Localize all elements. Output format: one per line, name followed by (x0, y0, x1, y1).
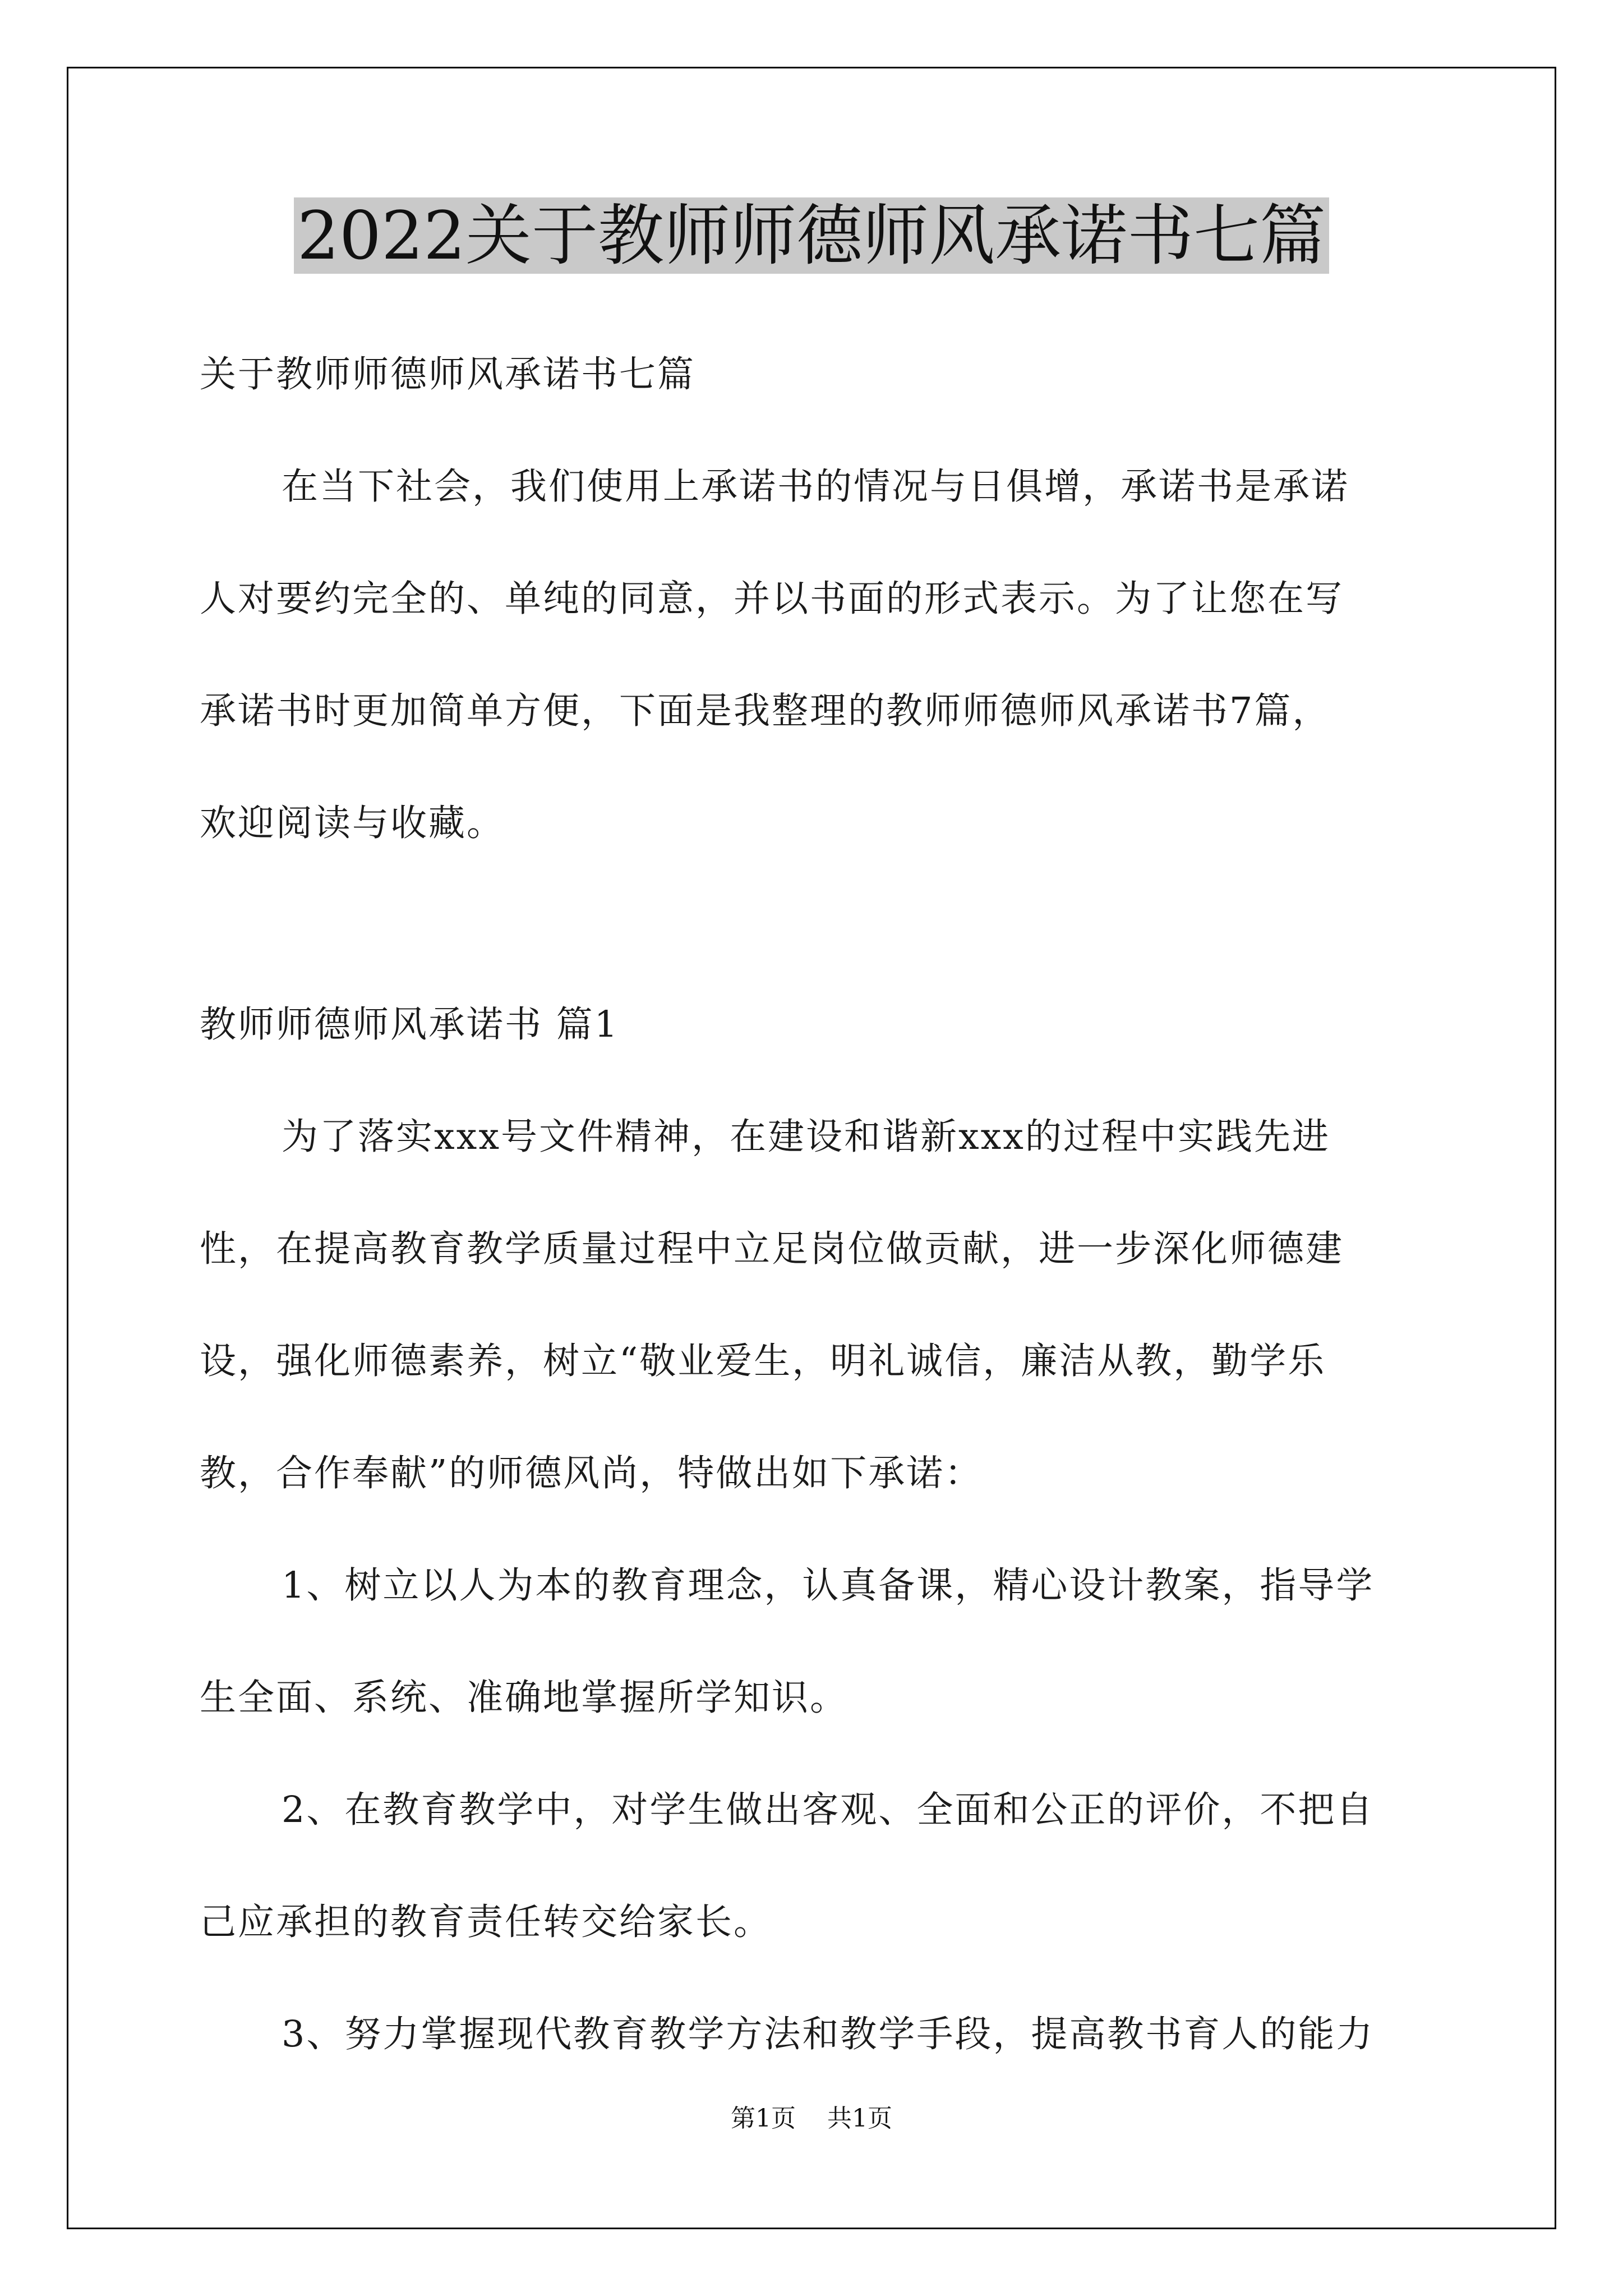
body-line: 为了落实xxx号文件精神，在建设和谐新xxx的过程中实践先进 (282, 1116, 1330, 1158)
page-footer (0, 2103, 1623, 2134)
body-line: 在当下社会，我们使用上承诺书的情况与日俱增，承诺书是承诺 (282, 466, 1350, 508)
page-number: 第1页 (731, 2104, 796, 2133)
body-line: 性，在提高教育教学质量过程中立足岗位做贡献，进一步深化师德建 (200, 1228, 1344, 1270)
list-item-line: 2、在教育教学中，对学生做出客观、全面和公正的评价，不把自 (282, 1789, 1375, 1831)
list-item-line: 3、努力掌握现代教育教学方法和教学手段，提高教书育人的能力 (282, 2013, 1375, 2055)
body-line: 教，合作奉献”的师德风尚，特做出如下承诺： (200, 1452, 983, 1494)
body-line: 设，强化师德素养，树立“敬业爱生，明礼诚信，廉洁从教，勤学乐 (200, 1340, 1326, 1382)
subtitle-line: 关于教师师德师风承诺书七篇 (200, 353, 696, 395)
body-line: 人对要约完全的、单纯的同意，并以书面的形式表示。为了让您在写 (200, 578, 1344, 620)
document-title: 2022关于教师师德师风承诺书七篇 (294, 197, 1329, 274)
page-total: 共1页 (827, 2104, 892, 2133)
body-line: 承诺书时更加简单方便，下面是我整理的教师师德师风承诺书7篇， (200, 690, 1331, 732)
title-container (0, 197, 1623, 274)
section-heading: 教师师德师风承诺书 篇1 (200, 1004, 620, 1046)
body-line: 欢迎阅读与收藏。 (200, 802, 505, 844)
list-item-line: 生全面、系统、准确地掌握所学知识。 (200, 1677, 849, 1719)
list-item-line: 1、树立以人为本的教育理念，认真备课，精心设计教案，指导学 (282, 1565, 1375, 1607)
list-item-line: 己应承担的教育责任转交给家长。 (200, 1901, 772, 1943)
